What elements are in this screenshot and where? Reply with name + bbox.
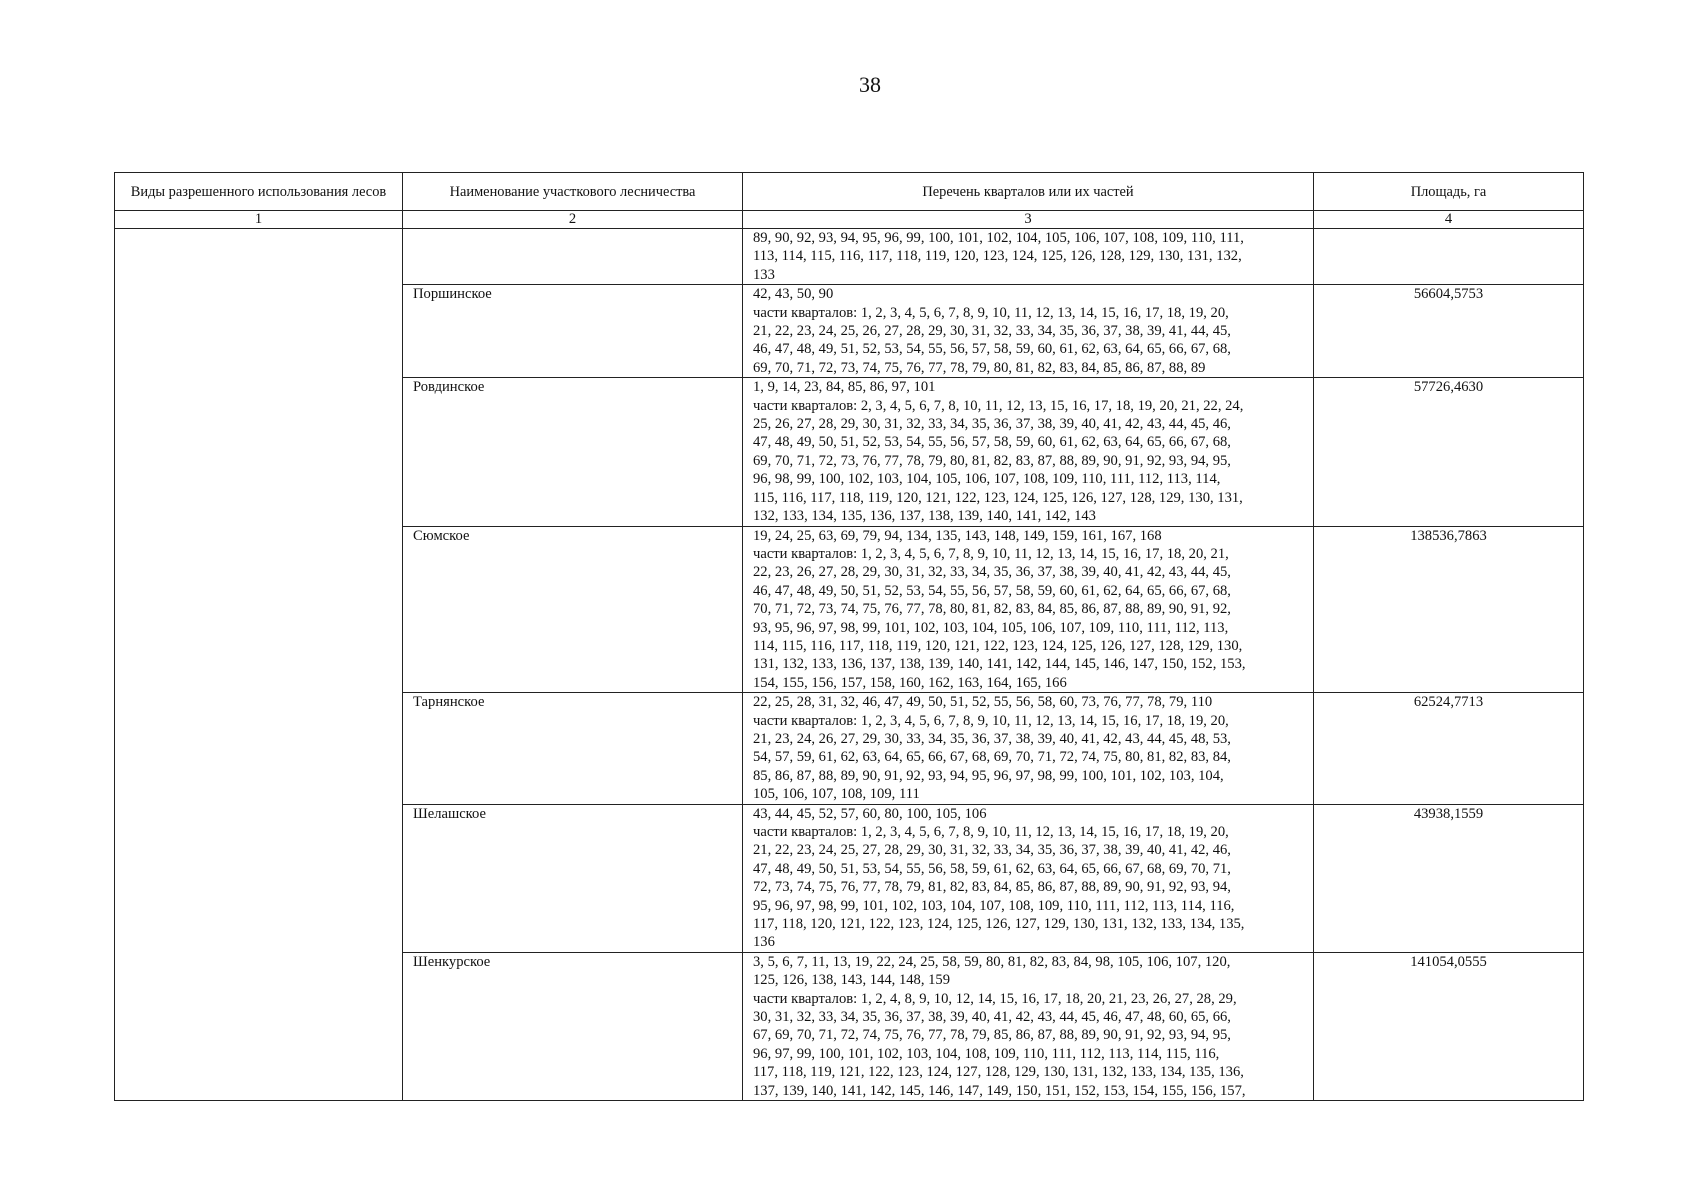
table-row xyxy=(115,229,1584,285)
forestry-name-cell: Шенкурское xyxy=(403,952,743,1100)
quarters-line: 47, 48, 49, 50, 51, 52, 53, 54, 55, 56, 57, 58, 59, 60, 61, 62, 63, 64, 65, 66, 67, 68, xyxy=(753,434,1231,451)
quarters-line: 46, 47, 48, 49, 50, 51, 52, 53, 54, 55, 56, 57, 58, 59, 60, 61, 62, 64, 65, 66, 67, 68, xyxy=(753,582,1231,599)
forestry-name-cell: Шелашское xyxy=(403,804,743,952)
quarters-line: части кварталов: 1, 2, 3, 4, 5, 6, 7, 8, 9, 10, 11, 12, 13, 14, 15, 16, 17, 18, 19, 20, xyxy=(753,712,1229,729)
quarters-line: 47, 48, 49, 50, 51, 53, 54, 55, 56, 58, 59, 61, 62, 63, 64, 65, 66, 67, 68, 69, 70, 71, xyxy=(753,860,1231,877)
quarters-line: части кварталов: 1, 2, 4, 8, 9, 10, 12, 14, 15, 16, 17, 18, 20, 21, 23, 26, 27, 28, 29, xyxy=(753,990,1237,1007)
quarters-line: 22, 25, 28, 31, 32, 46, 47, 49, 50, 51, 52, 55, 56, 58, 60, 73, 76, 77, 78, 79, 110 xyxy=(753,694,1213,711)
quarters-list-cell xyxy=(743,693,1314,804)
quarters-line: 93, 95, 96, 97, 98, 99, 101, 102, 103, 104, 105, 106, 107, 109, 110, 111, 112, 113, xyxy=(753,619,1229,636)
quarters-line: 89, 90, 92, 93, 94, 95, 96, 99, 100, 101, 102, 104, 105, 106, 107, 108, 109, 110, 111, xyxy=(753,230,1244,246)
header-quarters-list: Перечень кварталов или их частей xyxy=(743,173,1314,211)
header-row xyxy=(115,173,1584,211)
forestry-name-cell: Сюмское xyxy=(403,526,743,693)
quarters-line: 54, 57, 59, 61, 62, 63, 64, 65, 66, 67, 68, 69, 70, 71, 72, 74, 75, 80, 81, 82, 83, 84, xyxy=(753,749,1231,766)
quarters-line: 25, 26, 27, 28, 29, 30, 31, 32, 33, 34, 35, 36, 37, 38, 39, 40, 41, 42, 43, 44, 45, 46, xyxy=(753,416,1231,433)
quarters-line: 137, 139, 140, 141, 142, 145, 146, 147, 149, 150, 151, 152, 153, 154, 155, 156, 157, xyxy=(753,1082,1246,1099)
quarters-line: 117, 118, 119, 121, 122, 123, 124, 127, 128, 129, 130, 131, 132, 133, 134, 135, 136, xyxy=(753,1064,1244,1081)
quarters-line: 21, 22, 23, 24, 25, 27, 28, 29, 30, 31, 32, 33, 34, 35, 36, 37, 38, 39, 40, 41, 42, 46, xyxy=(753,842,1231,859)
area-cell: 62524,7713 xyxy=(1314,693,1584,804)
quarters-line: 21, 23, 24, 26, 27, 29, 30, 33, 34, 35, 36, 37, 38, 39, 40, 41, 42, 43, 44, 45, 48, 53, xyxy=(753,730,1231,747)
quarters-line: 115, 116, 117, 118, 119, 120, 121, 122, 123, 124, 125, 126, 127, 128, 129, 130, 131, xyxy=(753,489,1243,506)
quarters-line: 1, 9, 14, 23, 84, 85, 86, 97, 101 xyxy=(753,379,936,396)
table-body xyxy=(115,229,1584,1101)
forest-quarters-table xyxy=(114,172,1584,1101)
page-number: 38 xyxy=(859,72,881,97)
forestry-name-cell: Ровдинское xyxy=(403,378,743,526)
area-cell: 138536,7863 xyxy=(1314,526,1584,693)
quarters-line: 133 xyxy=(753,266,775,283)
header-area: Площадь, га xyxy=(1314,173,1584,211)
quarters-line: 136 xyxy=(753,934,775,951)
header-usage-types: Виды разрешенного использования лесов xyxy=(115,173,403,211)
quarters-line: 105, 106, 107, 108, 109, 111 xyxy=(753,786,920,803)
quarters-line: части кварталов: 1, 2, 3, 4, 5, 6, 7, 8, 9, 10, 11, 12, 13, 14, 15, 16, 17, 18, 19, 20, xyxy=(753,824,1229,840)
quarters-list-cell xyxy=(743,378,1314,526)
column-number-2: 2 xyxy=(403,211,743,229)
forestry-name-cell xyxy=(403,229,743,285)
quarters-line: 3, 5, 6, 7, 11, 13, 19, 22, 24, 25, 58, 59, 80, 81, 82, 83, 84, 98, 105, 106, 107, 120, xyxy=(753,953,1231,970)
quarters-line: 113, 114, 115, 116, 117, 118, 119, 120, 123, 124, 125, 126, 128, 129, 130, 131, 132, xyxy=(753,248,1242,265)
column-number-3: 3 xyxy=(743,211,1314,229)
quarters-line: 85, 86, 87, 88, 89, 90, 91, 92, 93, 94, 95, 96, 97, 98, 99, 100, 101, 102, 103, 104, xyxy=(753,767,1224,784)
forestry-name-cell: Тарнянское xyxy=(403,693,743,804)
usage-type-cell xyxy=(115,229,403,1101)
quarters-line: 67, 69, 70, 71, 72, 74, 75, 76, 77, 78, 79, 85, 86, 87, 88, 89, 90, 91, 92, 93, 94, 95, xyxy=(753,1027,1231,1044)
quarters-line: части кварталов: 1, 2, 3, 4, 5, 6, 7, 8, 9, 10, 11, 12, 13, 14, 15, 16, 17, 18, 20, 21, xyxy=(753,545,1229,562)
quarters-line: 72, 73, 74, 75, 76, 77, 78, 79, 81, 82, 83, 84, 85, 86, 87, 88, 89, 90, 91, 92, 93, 94, xyxy=(753,879,1231,896)
quarters-line: 132, 133, 134, 135, 136, 137, 138, 139, 140, 141, 142, 143 xyxy=(753,508,1096,525)
quarters-line: 95, 96, 97, 98, 99, 101, 102, 103, 104, 107, 108, 109, 110, 111, 112, 113, 114, 116, xyxy=(753,897,1235,914)
area-cell xyxy=(1314,229,1584,285)
quarters-line: 42, 43, 50, 90 xyxy=(753,286,834,303)
forestry-name-cell: Поршинское xyxy=(403,285,743,378)
column-number-1: 1 xyxy=(115,211,403,229)
quarters-line: 43, 44, 45, 52, 57, 60, 80, 100, 105, 106 xyxy=(753,805,987,822)
quarters-line: 69, 70, 71, 72, 73, 74, 75, 76, 77, 78, 79, 80, 81, 82, 83, 84, 85, 86, 87, 88, 89 xyxy=(753,359,1206,376)
quarters-list-cell xyxy=(743,952,1314,1100)
quarters-list-cell xyxy=(743,285,1314,378)
quarters-line: части кварталов: 2, 3, 4, 5, 6, 7, 8, 10, 11, 12, 13, 15, 16, 17, 18, 19, 20, 21, 22, 24, xyxy=(753,397,1244,414)
column-number-row xyxy=(115,211,1584,229)
quarters-list-cell xyxy=(743,526,1314,693)
quarters-line: 154, 155, 156, 157, 158, 160, 162, 163, 164, 165, 166 xyxy=(753,674,1067,691)
quarters-line: 131, 132, 133, 136, 137, 138, 139, 140, 141, 142, 144, 145, 146, 147, 150, 152, 153, xyxy=(753,656,1246,673)
quarters-line: 19, 24, 25, 63, 69, 79, 94, 134, 135, 143, 148, 149, 159, 161, 167, 168 xyxy=(753,527,1162,544)
quarters-line: 30, 31, 32, 33, 34, 35, 36, 37, 38, 39, 40, 41, 42, 43, 44, 45, 46, 47, 48, 60, 65, 66, xyxy=(753,1009,1231,1026)
quarters-line: 46, 47, 48, 49, 51, 52, 53, 54, 55, 56, 57, 58, 59, 60, 61, 62, 63, 64, 65, 66, 67, 68, xyxy=(753,341,1231,358)
quarters-list-cell xyxy=(743,804,1314,952)
quarters-line: 21, 22, 23, 24, 25, 26, 27, 28, 29, 30, 31, 32, 33, 34, 35, 36, 37, 38, 39, 41, 44, 45, xyxy=(753,323,1231,340)
column-number-4: 4 xyxy=(1314,211,1584,229)
quarters-line: 69, 70, 71, 72, 73, 76, 77, 78, 79, 80, 81, 82, 83, 87, 88, 89, 90, 91, 92, 93, 94, 95, xyxy=(753,452,1231,469)
area-cell: 141054,0555 xyxy=(1314,952,1584,1100)
area-cell: 57726,4630 xyxy=(1314,378,1584,526)
quarters-line: 96, 97, 99, 100, 101, 102, 103, 104, 108, 109, 110, 111, 112, 113, 114, 115, 116, xyxy=(753,1045,1220,1062)
quarters-line: части кварталов: 1, 2, 3, 4, 5, 6, 7, 8, 9, 10, 11, 12, 13, 14, 15, 16, 17, 18, 19, 20, xyxy=(753,304,1229,321)
quarters-line: 22, 23, 26, 27, 28, 29, 30, 31, 32, 33, 34, 35, 36, 37, 38, 39, 40, 41, 42, 43, 44, 45, xyxy=(753,564,1231,581)
header-forestry-name: Наименование участкового лесничества xyxy=(403,173,743,211)
area-cell: 56604,5753 xyxy=(1314,285,1584,378)
quarters-line: 70, 71, 72, 73, 74, 75, 76, 77, 78, 80, 81, 82, 83, 84, 85, 86, 87, 88, 89, 90, 91, 92, xyxy=(753,601,1231,618)
quarters-line: 125, 126, 138, 143, 144, 148, 159 xyxy=(753,972,951,989)
quarters-line: 96, 98, 99, 100, 102, 103, 104, 105, 106, 107, 108, 109, 110, 111, 112, 113, 114, xyxy=(753,471,1221,488)
quarters-list-cell xyxy=(743,229,1314,285)
quarters-line: 114, 115, 116, 117, 118, 119, 120, 121, 122, 123, 124, 125, 126, 127, 128, 129, 130, xyxy=(753,637,1243,654)
area-cell: 43938,1559 xyxy=(1314,804,1584,952)
quarters-line: 117, 118, 120, 121, 122, 123, 124, 125, 126, 127, 129, 130, 131, 132, 133, 134, 135, xyxy=(753,916,1245,933)
